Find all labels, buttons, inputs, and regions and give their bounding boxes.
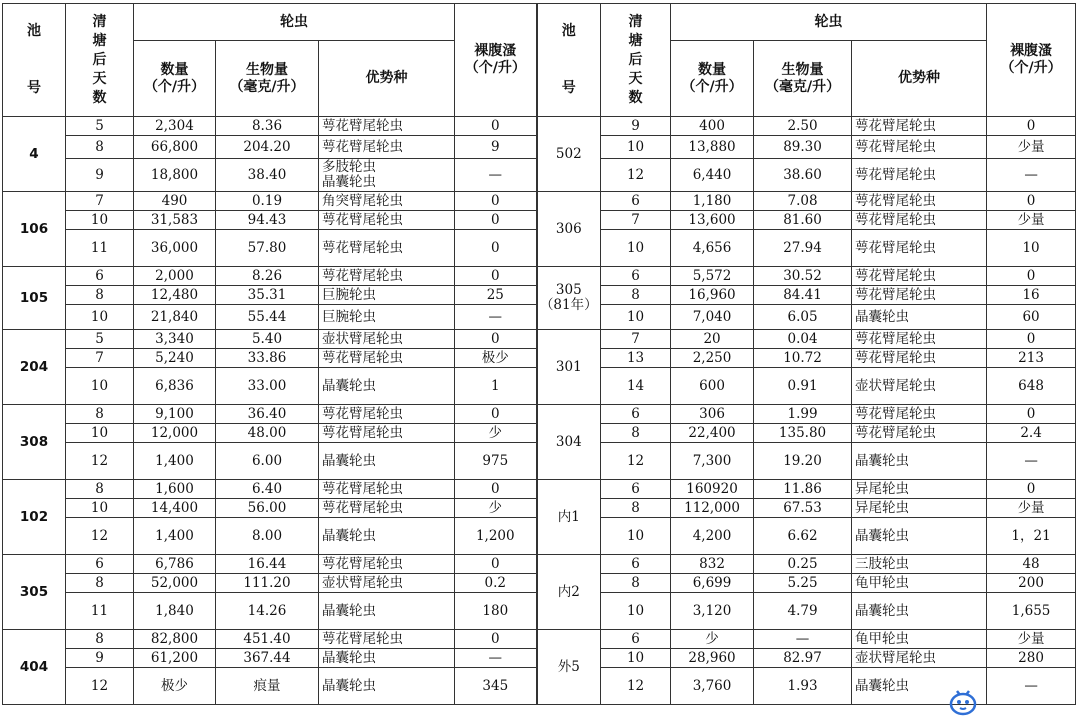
header-dominant: 优势种 [852, 41, 987, 117]
biomass-cell: 11.86 [754, 480, 852, 499]
count-cell: 1,840 [134, 593, 216, 630]
count-cell: 6,786 [134, 555, 216, 574]
count-cell: 9,100 [134, 405, 216, 424]
pond-number: 4 [3, 117, 66, 192]
days-cell: 11 [66, 230, 134, 267]
species-cell: 萼花臂尾轮虫 [319, 424, 455, 443]
biomass-cell: 0.25 [754, 555, 852, 574]
species-cell: 晶囊轮虫 [852, 443, 987, 480]
biomass-cell: 27.94 [754, 230, 852, 267]
count-cell: 1,180 [671, 192, 754, 211]
count-cell: 3,340 [134, 330, 216, 349]
species-cell: 角突臂尾轮虫 [319, 192, 455, 211]
pond-number: 内1 [537, 480, 601, 555]
biomass-cell: 0.04 [754, 330, 852, 349]
species-cell: 萼花臂尾轮虫 [319, 405, 455, 424]
species-cell: 萼花臂尾轮虫 [852, 192, 987, 211]
biomass-cell: 111.20 [216, 574, 319, 593]
days-cell: 6 [601, 192, 671, 211]
biomass-cell: 16.44 [216, 555, 319, 574]
pond-number: 外5 [537, 630, 601, 705]
pond-number: 306 [537, 192, 601, 267]
biomass-cell: 38.40 [216, 159, 319, 192]
days-cell: 8 [601, 574, 671, 593]
days-cell: 10 [66, 211, 134, 230]
count-cell: 20 [671, 330, 754, 349]
moina-cell: 2.4 [987, 424, 1076, 443]
species-cell: 壶状臂尾轮虫 [319, 330, 455, 349]
species-cell: 萼花臂尾轮虫 [852, 117, 987, 136]
moina-cell: 0 [455, 555, 537, 574]
moina-cell: 213 [987, 349, 1076, 368]
moina-cell: 0 [455, 267, 537, 286]
pond-number: 301 [537, 330, 601, 405]
species-cell: 萼花臂尾轮虫 [852, 159, 987, 192]
days-cell: 5 [66, 330, 134, 349]
biomass-cell: 0.19 [216, 192, 319, 211]
pond-number: 102 [3, 480, 66, 555]
count-cell: 2,250 [671, 349, 754, 368]
count-cell: 4,656 [671, 230, 754, 267]
species-cell: 龟甲轮虫 [852, 630, 987, 649]
moina-cell: 345 [455, 668, 537, 705]
days-cell: 10 [601, 518, 671, 555]
count-cell: 490 [134, 192, 216, 211]
species-cell: 巨腕轮虫 [319, 286, 455, 305]
species-cell: 异尾轮虫 [852, 480, 987, 499]
count-cell: 6,699 [671, 574, 754, 593]
count-cell: 7,040 [671, 305, 754, 330]
species-cell: 晶囊轮虫 [319, 593, 455, 630]
count-cell: 112,000 [671, 499, 754, 518]
rotifer-data-table [2, 3, 1076, 705]
count-cell: 306 [671, 405, 754, 424]
days-cell: 12 [66, 518, 134, 555]
biomass-cell: 35.31 [216, 286, 319, 305]
count-cell: 28,960 [671, 649, 754, 668]
days-cell: 6 [601, 267, 671, 286]
moina-cell: 48 [987, 555, 1076, 574]
biomass-cell: 82.97 [754, 649, 852, 668]
species-cell: 三肢轮虫 [852, 555, 987, 574]
biomass-cell: 81.60 [754, 211, 852, 230]
days-cell: 13 [601, 349, 671, 368]
count-cell: 13,880 [671, 136, 754, 159]
days-cell: 8 [66, 136, 134, 159]
days-cell: 10 [66, 499, 134, 518]
count-cell: 1,600 [134, 480, 216, 499]
count-cell: 832 [671, 555, 754, 574]
header-biomass: 生物量 （毫克/升） [754, 41, 852, 117]
species-cell: 萼花臂尾轮虫 [852, 349, 987, 368]
days-cell: 10 [601, 593, 671, 630]
biomass-cell: 5.40 [216, 330, 319, 349]
days-cell: 5 [66, 117, 134, 136]
species-cell: 晶囊轮虫 [319, 368, 455, 405]
species-cell: 萼花臂尾轮虫 [319, 349, 455, 368]
biomass-cell: 7.08 [754, 192, 852, 211]
days-cell: 12 [601, 668, 671, 705]
table-row [3, 630, 1076, 649]
species-cell: 晶囊轮虫 [852, 518, 987, 555]
days-cell: 10 [601, 305, 671, 330]
days-cell: 10 [66, 424, 134, 443]
species-cell: 萼花臂尾轮虫 [852, 211, 987, 230]
table-row [3, 330, 1076, 349]
header-days: 清 塘 后 天 数 [66, 4, 134, 117]
count-cell: 600 [671, 368, 754, 405]
biomass-cell: 10.72 [754, 349, 852, 368]
moina-cell: 0 [455, 117, 537, 136]
header-rotifer: 轮虫 [671, 4, 987, 41]
biomass-cell: 94.43 [216, 211, 319, 230]
biomass-cell: 84.41 [754, 286, 852, 305]
pond-number: 305 （81年） [537, 267, 601, 330]
moina-cell: — [987, 668, 1076, 705]
days-cell: 8 [66, 630, 134, 649]
biomass-cell: 204.20 [216, 136, 319, 159]
species-cell: 萼花臂尾轮虫 [319, 211, 455, 230]
biomass-cell: 367.44 [216, 649, 319, 668]
species-cell: 萼花臂尾轮虫 [319, 230, 455, 267]
species-cell: 萼花臂尾轮虫 [319, 499, 455, 518]
species-cell: 异尾轮虫 [852, 499, 987, 518]
biomass-cell: 8.26 [216, 267, 319, 286]
count-cell: 22,400 [671, 424, 754, 443]
biomass-cell: 38.60 [754, 159, 852, 192]
moina-cell: 0 [455, 405, 537, 424]
days-cell: 12 [66, 668, 134, 705]
biomass-cell: 2.50 [754, 117, 852, 136]
moina-cell: — [455, 159, 537, 192]
days-cell: 10 [66, 368, 134, 405]
moina-cell: 0.2 [455, 574, 537, 593]
pond-number: 304 [537, 405, 601, 480]
moina-cell: 0 [987, 405, 1076, 424]
table-row [3, 267, 1076, 286]
species-cell: 晶囊轮虫 [319, 668, 455, 705]
count-cell: 少 [671, 630, 754, 649]
moina-cell: 60 [987, 305, 1076, 330]
species-cell: 壶状臂尾轮虫 [852, 649, 987, 668]
days-cell: 9 [601, 117, 671, 136]
days-cell: 8 [66, 405, 134, 424]
count-cell: 12,480 [134, 286, 216, 305]
species-cell: 萼花臂尾轮虫 [852, 330, 987, 349]
count-cell: 3,120 [671, 593, 754, 630]
count-cell: 极少 [134, 668, 216, 705]
header-biomass: 生物量 （毫克/升） [216, 41, 319, 117]
biomass-cell: 6.00 [216, 443, 319, 480]
species-cell: 萼花臂尾轮虫 [852, 424, 987, 443]
moina-cell: 少 [455, 499, 537, 518]
header-moina: 裸腹溞 （个/升） [987, 4, 1076, 117]
biomass-cell: 5.25 [754, 574, 852, 593]
moina-cell: 16 [987, 286, 1076, 305]
biomass-cell: 6.05 [754, 305, 852, 330]
days-cell: 10 [601, 136, 671, 159]
moina-cell: 少量 [987, 499, 1076, 518]
species-cell: 萼花臂尾轮虫 [852, 230, 987, 267]
pond-number: 502 [537, 117, 601, 192]
biomass-cell: 1.93 [754, 668, 852, 705]
moina-cell: 10 [987, 230, 1076, 267]
count-cell: 1,400 [134, 443, 216, 480]
count-cell: 12,000 [134, 424, 216, 443]
biomass-cell: 33.00 [216, 368, 319, 405]
count-cell: 66,800 [134, 136, 216, 159]
species-cell: 多肢轮虫 晶囊轮虫 [319, 159, 455, 192]
count-cell: 14,400 [134, 499, 216, 518]
species-cell: 萼花臂尾轮虫 [319, 630, 455, 649]
pond-number: 内2 [537, 555, 601, 630]
biomass-cell: 6.62 [754, 518, 852, 555]
species-cell: 萼花臂尾轮虫 [319, 480, 455, 499]
biomass-cell: 48.00 [216, 424, 319, 443]
days-cell: 7 [601, 211, 671, 230]
moina-cell: 0 [987, 117, 1076, 136]
species-cell: 萼花臂尾轮虫 [319, 555, 455, 574]
days-cell: 9 [66, 159, 134, 192]
biomass-cell: 89.30 [754, 136, 852, 159]
days-cell: 6 [66, 267, 134, 286]
biomass-cell: 33.86 [216, 349, 319, 368]
pond-number: 305 [3, 555, 66, 630]
biomass-cell: 0.91 [754, 368, 852, 405]
pond-number: 204 [3, 330, 66, 405]
days-cell: 9 [66, 649, 134, 668]
count-cell: 2,304 [134, 117, 216, 136]
biomass-cell: 1.99 [754, 405, 852, 424]
moina-cell: 9 [455, 136, 537, 159]
species-cell: 壶状臂尾轮虫 [319, 574, 455, 593]
biomass-cell: 30.52 [754, 267, 852, 286]
header-rotifer: 轮虫 [134, 4, 455, 41]
species-cell: 巨腕轮虫 [319, 305, 455, 330]
header-pond-no: 池 号 [3, 4, 66, 117]
moina-cell: 少量 [987, 630, 1076, 649]
species-cell: 萼花臂尾轮虫 [319, 136, 455, 159]
species-cell: 龟甲轮虫 [852, 574, 987, 593]
species-cell: 萼花臂尾轮虫 [852, 286, 987, 305]
moina-cell: 1,655 [987, 593, 1076, 630]
count-cell: 6,440 [671, 159, 754, 192]
days-cell: 11 [66, 593, 134, 630]
count-cell: 4,200 [671, 518, 754, 555]
moina-cell: — [987, 159, 1076, 192]
moina-cell: 0 [455, 480, 537, 499]
days-cell: 8 [66, 574, 134, 593]
moina-cell: 1 [455, 368, 537, 405]
species-cell: 晶囊轮虫 [319, 518, 455, 555]
table-row [3, 405, 1076, 424]
species-cell: 晶囊轮虫 [852, 305, 987, 330]
count-cell: 400 [671, 117, 754, 136]
count-cell: 18,800 [134, 159, 216, 192]
days-cell: 8 [601, 424, 671, 443]
moina-cell: 180 [455, 593, 537, 630]
days-cell: 14 [601, 368, 671, 405]
count-cell: 6,836 [134, 368, 216, 405]
biomass-cell: — [754, 630, 852, 649]
moina-cell: 0 [455, 330, 537, 349]
days-cell: 7 [601, 330, 671, 349]
header-count: 数量 （个/升） [671, 41, 754, 117]
moina-cell: 280 [987, 649, 1076, 668]
header-dominant: 优势种 [319, 41, 455, 117]
biomass-cell: 135.80 [754, 424, 852, 443]
header-count: 数量 （个/升） [134, 41, 216, 117]
days-cell: 6 [601, 480, 671, 499]
cartoon-fish-icon [945, 684, 981, 718]
count-cell: 52,000 [134, 574, 216, 593]
species-cell: 晶囊轮虫 [852, 593, 987, 630]
species-cell: 萼花臂尾轮虫 [852, 136, 987, 159]
days-cell: 10 [601, 649, 671, 668]
moina-cell: 0 [987, 267, 1076, 286]
biomass-cell: 451.40 [216, 630, 319, 649]
pond-number: 106 [3, 192, 66, 267]
moina-cell: — [455, 305, 537, 330]
days-cell: 12 [66, 443, 134, 480]
biomass-cell: 6.40 [216, 480, 319, 499]
species-cell: 晶囊轮虫 [319, 649, 455, 668]
count-cell: 61,200 [134, 649, 216, 668]
count-cell: 5,572 [671, 267, 754, 286]
count-cell: 160920 [671, 480, 754, 499]
moina-cell: 1，21 [987, 518, 1076, 555]
moina-cell: — [987, 443, 1076, 480]
moina-cell: 1,200 [455, 518, 537, 555]
table-body [3, 117, 1076, 705]
days-cell: 6 [601, 555, 671, 574]
days-cell: 6 [66, 555, 134, 574]
days-cell: 8 [601, 286, 671, 305]
moina-cell: — [455, 649, 537, 668]
count-cell: 2,000 [134, 267, 216, 286]
table-row [3, 555, 1076, 574]
moina-cell: 0 [455, 192, 537, 211]
moina-cell: 少量 [987, 136, 1076, 159]
species-cell: 晶囊轮虫 [319, 443, 455, 480]
biomass-cell: 57.80 [216, 230, 319, 267]
moina-cell: 少量 [987, 211, 1076, 230]
count-cell: 13,600 [671, 211, 754, 230]
moina-cell: 975 [455, 443, 537, 480]
days-cell: 7 [66, 349, 134, 368]
moina-cell: 0 [987, 192, 1076, 211]
days-cell: 6 [601, 630, 671, 649]
biomass-cell: 4.79 [754, 593, 852, 630]
biomass-cell: 67.53 [754, 499, 852, 518]
moina-cell: 200 [987, 574, 1076, 593]
count-cell: 16,960 [671, 286, 754, 305]
count-cell: 21,840 [134, 305, 216, 330]
biomass-cell: 痕量 [216, 668, 319, 705]
moina-cell: 648 [987, 368, 1076, 405]
pond-number: 105 [3, 267, 66, 330]
species-cell: 壶状臂尾轮虫 [852, 368, 987, 405]
days-cell: 10 [601, 230, 671, 267]
header-pond-no: 池 号 [537, 4, 601, 117]
count-cell: 31,583 [134, 211, 216, 230]
biomass-cell: 36.40 [216, 405, 319, 424]
header-moina: 裸腹溞 （个/升） [455, 4, 537, 117]
moina-cell: 0 [987, 330, 1076, 349]
count-cell: 36,000 [134, 230, 216, 267]
species-cell: 萼花臂尾轮虫 [319, 267, 455, 286]
species-cell: 晶囊轮虫 [852, 668, 987, 705]
count-cell: 7,300 [671, 443, 754, 480]
days-cell: 12 [601, 443, 671, 480]
table-row [3, 117, 1076, 136]
table-row [3, 480, 1076, 499]
days-cell: 8 [66, 286, 134, 305]
biomass-cell: 8.00 [216, 518, 319, 555]
biomass-cell: 8.36 [216, 117, 319, 136]
species-cell: 萼花臂尾轮虫 [852, 267, 987, 286]
biomass-cell: 56.00 [216, 499, 319, 518]
pond-number: 404 [3, 630, 66, 705]
days-cell: 12 [601, 159, 671, 192]
table-row [3, 192, 1076, 211]
days-cell: 7 [66, 192, 134, 211]
header-days: 清 塘 后 天 数 [601, 4, 671, 117]
biomass-cell: 14.26 [216, 593, 319, 630]
count-cell: 1,400 [134, 518, 216, 555]
days-cell: 6 [601, 405, 671, 424]
moina-cell: 极少 [455, 349, 537, 368]
days-cell: 10 [66, 305, 134, 330]
count-cell: 82,800 [134, 630, 216, 649]
count-cell: 5,240 [134, 349, 216, 368]
moina-cell: 25 [455, 286, 537, 305]
moina-cell: 0 [455, 211, 537, 230]
days-cell: 8 [66, 480, 134, 499]
count-cell: 3,760 [671, 668, 754, 705]
days-cell: 8 [601, 499, 671, 518]
moina-cell: 0 [455, 630, 537, 649]
species-cell: 萼花臂尾轮虫 [319, 117, 455, 136]
biomass-cell: 55.44 [216, 305, 319, 330]
species-cell: 萼花臂尾轮虫 [852, 405, 987, 424]
moina-cell: 0 [987, 480, 1076, 499]
biomass-cell: 19.20 [754, 443, 852, 480]
pond-number: 308 [3, 405, 66, 480]
moina-cell: 少 [455, 424, 537, 443]
moina-cell: 0 [455, 230, 537, 267]
